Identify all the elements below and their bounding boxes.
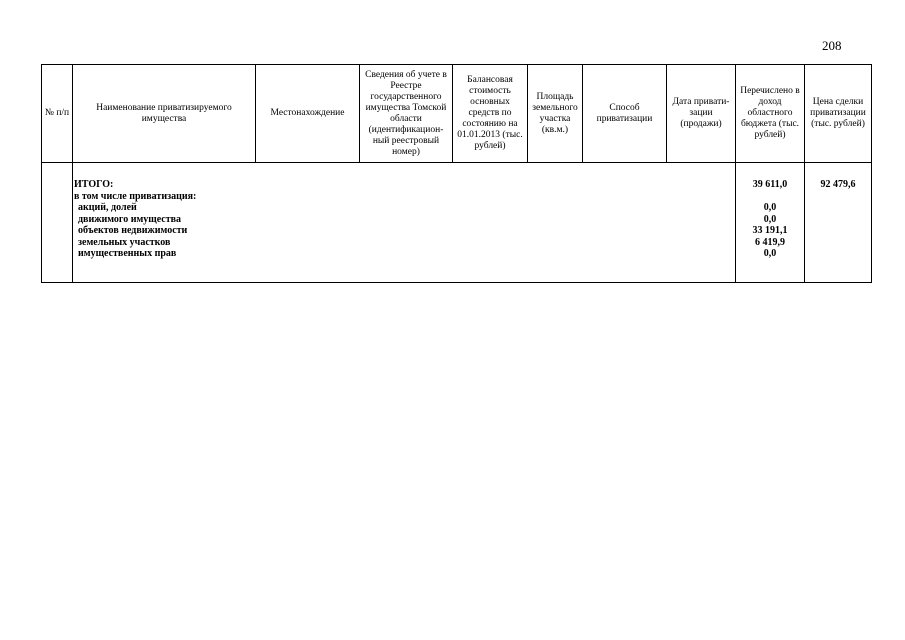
header-row xyxy=(42,65,872,163)
item-value-land: 6 419,9 xyxy=(755,236,785,248)
item-value-movable: 0,0 xyxy=(763,213,777,225)
header-balance: Балансовая стоимость основных средств по состоянию на 01.01.2013 (тыс. рублей) xyxy=(453,65,528,163)
header-num: № п/п xyxy=(42,65,73,163)
item-label-real-estate: объектов недвижимости xyxy=(78,225,188,236)
header-location: Местонахождение xyxy=(256,65,360,163)
page-number: 208 xyxy=(822,38,842,53)
item-label-property-rights: имущественных прав xyxy=(78,248,177,259)
header-date: Дата привати-зации (продажи) xyxy=(667,65,736,163)
deal-price-total: 92 479,6 xyxy=(820,179,856,190)
item-value-property-rights: 0,0 xyxy=(763,248,777,259)
spacer xyxy=(737,191,803,203)
header-registry: Сведения об учете в Реестре государственного имущества Томской области (идентификацион-ный реестровый номер) xyxy=(360,65,453,163)
item-label-land: земельных участков xyxy=(78,236,171,248)
totals-sub-label: в том числе приватизация: xyxy=(74,190,197,202)
header-area: Площадь земельного участка (кв.м.) xyxy=(528,65,583,163)
item-value-shares: 0,0 xyxy=(763,202,777,213)
totals-transferred-cell xyxy=(736,163,805,283)
item-value-real-estate: 33 191,1 xyxy=(752,225,788,236)
totals-row xyxy=(42,163,872,283)
item-label-movable: движимого имущества xyxy=(78,213,182,225)
totals-label-cell xyxy=(73,163,736,283)
header-transferred: Перечислено в доход областного бюджета (тыс. рублей) xyxy=(736,65,805,163)
header-deal-price: Цена сделки приватизации (тыс. рублей) xyxy=(805,65,872,163)
totals-deal-price-cell xyxy=(805,163,872,283)
item-label-shares: акций, долей xyxy=(78,202,137,213)
header-name: Наименование приватизируемого имущества xyxy=(73,65,256,163)
totals-num-cell xyxy=(42,163,73,283)
privatization-table xyxy=(41,64,872,283)
header-method: Способ приватизации xyxy=(583,65,667,163)
transferred-total: 39 611,0 xyxy=(752,179,788,190)
totals-label: ИТОГО: xyxy=(74,179,114,190)
